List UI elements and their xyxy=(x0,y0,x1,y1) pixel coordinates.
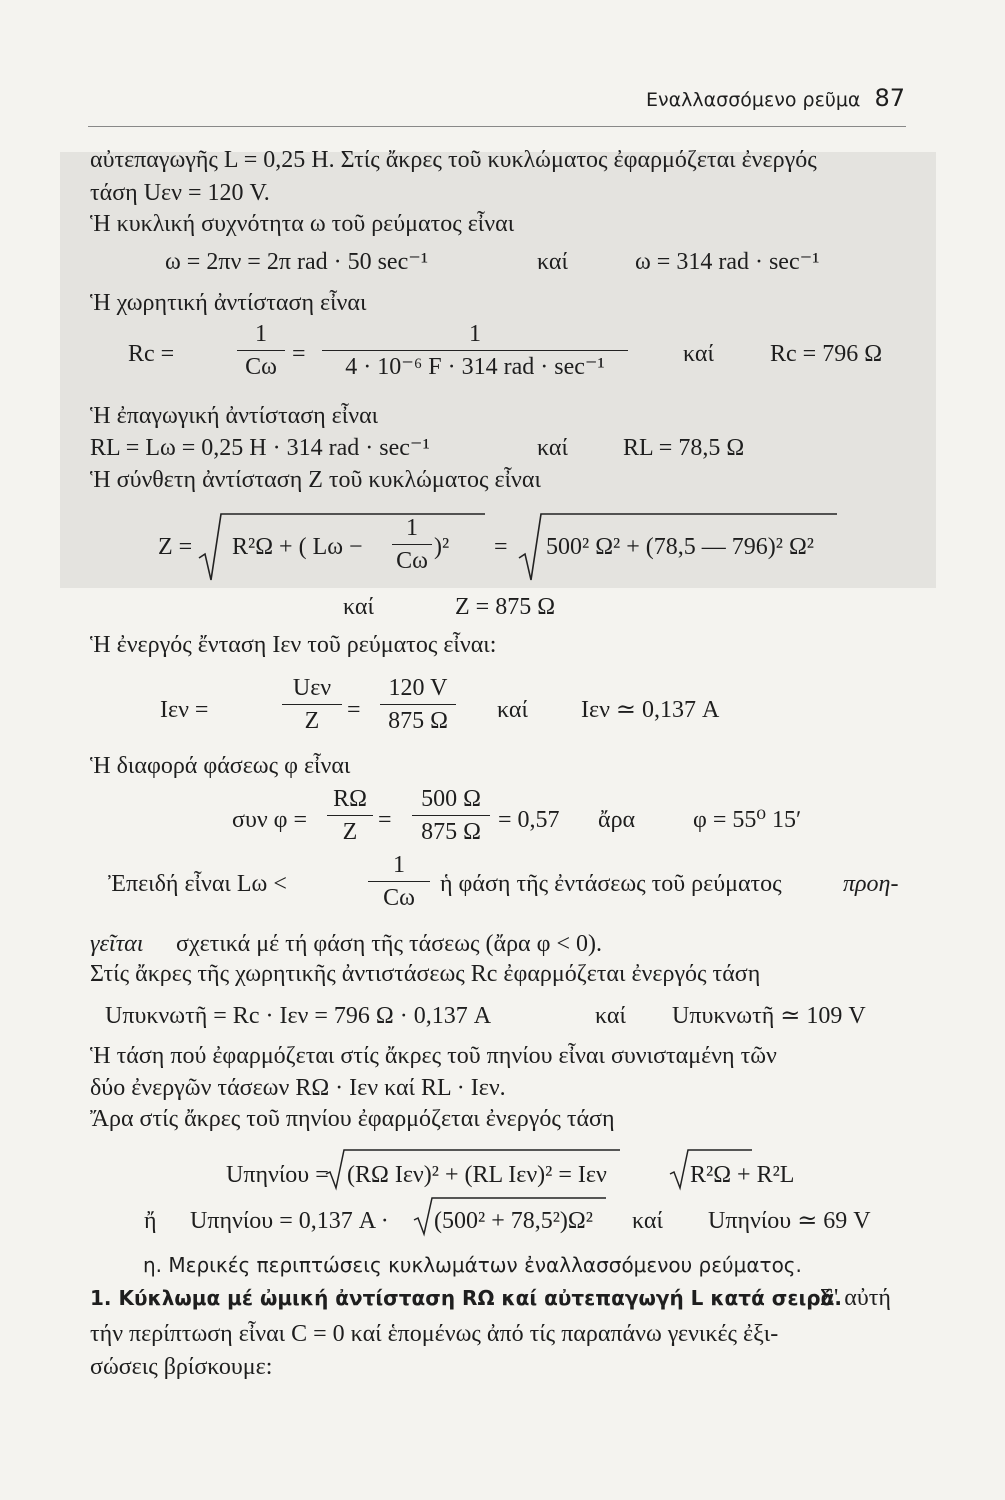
page-number: 87 xyxy=(874,84,905,112)
fraction xyxy=(412,787,490,844)
equation-omega: ω = 2πν = 2π rad · 50 sec⁻¹ xyxy=(165,249,429,275)
italic-word: γεῖται xyxy=(90,931,144,957)
text-line: σώσεις βρίσκουμε: xyxy=(90,1354,273,1380)
cos-lhs: συν φ = xyxy=(232,807,308,833)
equals-sign: = xyxy=(494,534,508,560)
numerator: 1 xyxy=(406,515,418,541)
phi-result: φ = 55⁰ 15ʹ xyxy=(693,807,802,833)
upinion-radicand-2: R²Ω + R²L xyxy=(690,1162,795,1188)
fraction xyxy=(327,787,373,844)
equation-kai: καί xyxy=(537,249,568,275)
text-line: Σ' αὐτή xyxy=(820,1285,891,1311)
fraction xyxy=(282,676,342,733)
fraction xyxy=(392,516,432,573)
numerator: RΩ xyxy=(333,786,367,812)
denominator: 875 Ω xyxy=(421,819,481,845)
text-line: Ἄρα στίς ἄκρες τοῦ πηνίου ἐφαρμόζεται ἐνεργός τάση xyxy=(90,1106,615,1132)
equation-kai: καί xyxy=(497,697,528,723)
equals-sign: = xyxy=(347,697,361,723)
numerator: 1 xyxy=(469,321,481,347)
text-line: Ἡ κυκλική συχνότητα ω τοῦ ρεύματος εἶναι xyxy=(90,211,515,237)
denominator: Cω xyxy=(245,354,277,380)
equation-omega-result: ω = 314 rad · sec⁻¹ xyxy=(635,249,820,275)
rc-lhs: Rc = xyxy=(128,341,175,367)
italic-word: προη- xyxy=(843,871,899,897)
text-line: Ἡ ἐνεργός ἔνταση Iεν τοῦ ρεύματος εἶναι: xyxy=(90,632,497,658)
numerator: 1 xyxy=(393,852,405,878)
running-header xyxy=(646,84,905,112)
u-result: Uπυκνωτῆ ≃ 109 V xyxy=(672,1003,866,1029)
text-line: τάση Uεν = 120 V. xyxy=(90,180,270,206)
fraction xyxy=(237,322,285,379)
ara-word: ἄρα xyxy=(598,807,636,833)
denominator: 875 Ω xyxy=(388,708,448,734)
text-line: αὐτεπαγωγῆς L = 0,25 H. Στίς ἄκρες τοῦ κυκλώματος ἐφαρμόζεται ἐνεργός xyxy=(90,147,817,173)
z-lhs: Z = xyxy=(158,534,193,560)
equation-kai: καί xyxy=(343,594,374,620)
fraction xyxy=(368,853,430,910)
u-equation: Uπυκνωτῆ = Rc · Iεν = 796 Ω · 0,137 A xyxy=(105,1003,492,1029)
subsection-heading: 1. Κύκλωμα μέ ὠμική ἀντίσταση RΩ καί αὐτεπαγωγή L κατά σειρά. xyxy=(90,1286,842,1310)
header-rule xyxy=(88,126,906,127)
text-line: Ἡ ἐπαγωγική ἀντίσταση εἶναι xyxy=(90,403,379,429)
eta-word: ἤ xyxy=(144,1208,157,1234)
text-line: Ἡ σύνθετη ἀντίσταση Z τοῦ κυκλώματος εἶναι xyxy=(90,467,541,493)
numerator: 1 xyxy=(255,321,267,347)
text-line: ἡ φάση τῆς ἐντάσεως τοῦ ρεύματος xyxy=(440,871,782,897)
rl-equation: RL = Lω = 0,25 H · 314 rad · sec⁻¹ xyxy=(90,435,430,461)
z-radicand-close: )² xyxy=(434,534,450,560)
upinion-value-radicand: (500² + 78,5²)Ω² xyxy=(434,1208,593,1234)
section-heading: η. Μερικές περιπτώσεις κυκλωμάτων ἐναλλασσόμενου ρεύματος. xyxy=(143,1253,802,1277)
equation-kai: καί xyxy=(632,1208,663,1234)
chapter-title: Εναλλασσόμενο ρεῦμα xyxy=(646,89,861,111)
i-lhs: Iεν = xyxy=(160,697,209,723)
fraction xyxy=(322,322,628,379)
denominator: 4 · 10⁻⁶ F · 314 rad · sec⁻¹ xyxy=(345,354,605,380)
numerator: 120 V xyxy=(388,675,448,701)
equation-kai: καί xyxy=(683,341,714,367)
upinion-radicand: (RΩ Iεν)² + (RL Iεν)² = Iεν xyxy=(347,1162,607,1188)
numerator: Uεν xyxy=(292,675,332,701)
cos-value: = 0,57 xyxy=(498,807,560,833)
equals-sign: = xyxy=(292,341,306,367)
upinion-value-lhs: Uπηνίου = 0,137 A · xyxy=(190,1208,389,1234)
numerator: 500 Ω xyxy=(421,786,481,812)
z-radicand: R²Ω + ( Lω − xyxy=(232,534,363,560)
z-rhs: 500² Ω² + (78,5 — 796)² Ω² xyxy=(546,534,814,560)
z-result: Z = 875 Ω xyxy=(455,594,556,620)
denominator: Z xyxy=(342,819,358,845)
i-result: Iεν ≃ 0,137 A xyxy=(581,697,720,723)
text-line: τήν περίπτωση εἶναι C = 0 καί ἑπομένως ἀπό τίς παραπάνω γενικές ἐξι- xyxy=(90,1321,779,1347)
text-line: Ἡ χωρητική ἀντίσταση εἶναι xyxy=(90,290,367,316)
text-line: σχετικά μέ τή φάση τῆς τάσεως (ἄρα φ < 0). xyxy=(176,931,603,957)
text-line: Ἐπειδή εἶναι Lω < xyxy=(108,871,287,897)
equals-sign: = xyxy=(378,807,392,833)
equation-kai: καί xyxy=(595,1003,626,1029)
denominator: Z xyxy=(304,708,320,734)
text-line: δύο ἐνεργῶν τάσεων RΩ · Iεν καί RL · Iεν. xyxy=(90,1075,506,1101)
denominator: Cω xyxy=(396,548,428,574)
text-line: Ἡ τάση πού ἐφαρμόζεται στίς ἄκρες τοῦ πηνίου εἶναι συνισταμένη τῶν xyxy=(90,1043,777,1069)
text-line: Ἡ διαφορά φάσεως φ εἶναι xyxy=(90,753,351,779)
upinion-lhs: Uπηνίου = xyxy=(226,1162,329,1188)
rc-result: Rc = 796 Ω xyxy=(770,341,883,367)
fraction xyxy=(380,676,456,733)
text-line: Στίς ἄκρες τῆς χωρητικῆς ἀντιστάσεως Rc ἐφαρμόζεται ἐνεργός τάση xyxy=(90,961,761,987)
upinion-result: Uπηνίου ≃ 69 V xyxy=(708,1208,871,1234)
equation-kai: καί xyxy=(537,435,568,461)
rl-result: RL = 78,5 Ω xyxy=(623,435,745,461)
denominator: Cω xyxy=(383,885,415,911)
